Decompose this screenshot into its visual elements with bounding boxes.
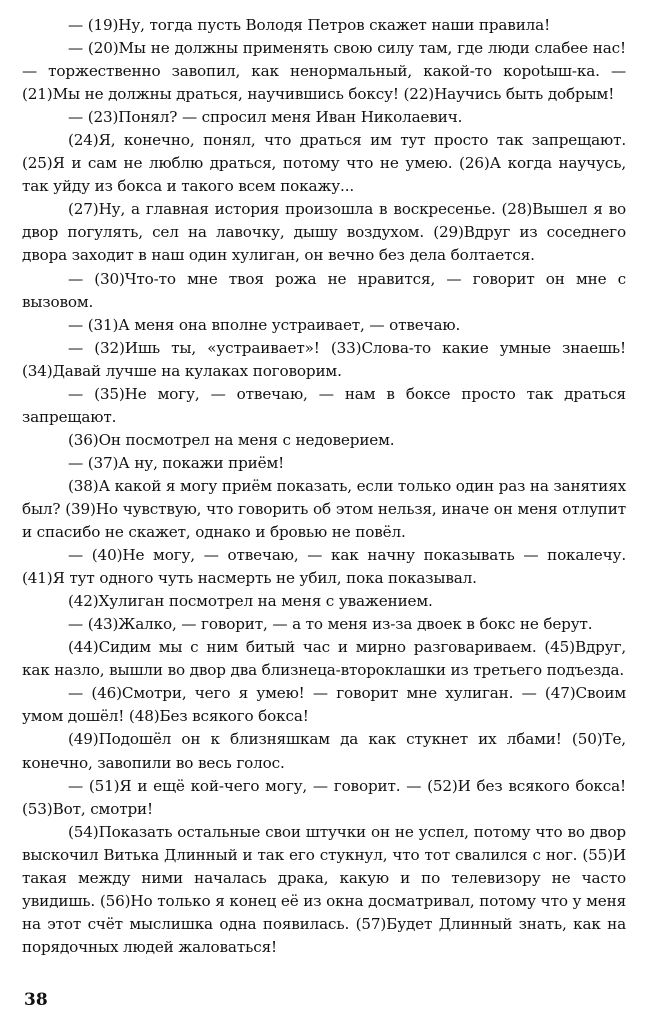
paragraph-18: (49)Подошёл он к близняшкам да как стукнет их лбами! (50)Те, конечно, завопили во весь голос.	[22, 730, 626, 772]
paragraph-11: — (37)А ну, покажи приём!	[68, 453, 285, 472]
paragraph-1: — (19)Ну, тогда пусть Володя Петров скажет наши правила!	[68, 16, 551, 34]
paragraph-13: — (40)Не могу, — отвечаю, — как начну показывать — покалечу. (41)Я тут одного чуть насмерть не убил, пока показывал.	[22, 546, 626, 588]
paragraph-9: — (35)Не могу, — отвечаю, — нам в боксе просто так драться запрещают.	[22, 384, 626, 426]
paragraph-2: — (20)Мы не должны применять свою силу там, где люди слабее нас! — торжественно завопил, как ненормальный, какой-то корotыш-ка. — (21)Мы не должны драться, научившись боксу! (22)Научись быть добрым!	[22, 39, 626, 104]
paragraph-15: — (43)Жалко, — говорит, — а то меня из-за двоек в бокс не берут.	[68, 615, 593, 634]
paragraph-14: (42)Хулиган посмотрел на меня с уважением.	[68, 592, 433, 611]
paragraph-17: — (46)Смотри, чего я умею! — говорит мне хулиган. — (47)Своим умом дошёл! (48)Без всякого бокса!	[22, 684, 626, 726]
paragraph-3: — (23)Понял? — спросил меня Иван Николаевич.	[68, 108, 463, 127]
paragraph-12: (38)А какой я могу приём показать, если только один раз на занятиях был? (39)Но чувствую, что говорить об этом нельзя, иначе он меня отлупит и спасибо не скажет, однако и бровью не повёл.	[22, 476, 626, 542]
paragraph-20: (54)Показать остальные свои штучки он не успел, потому что во двор выскочил Витька Длинный и так его стукнул, что тот свалился с ног. (55)И такая между ними началась драка, какую и по телевизору не часто увидишь. (56)Но только я конец её из окна досматривал, потому что у меня на этот счёт мыслишка одна появилась. (57)Будет Длинный знать, как на порядочных людей жаловаться!	[22, 822, 626, 956]
paragraph-5: (27)Ну, а главная история произошла в воскресенье. (28)Вышел я во двор погулять, сел на лавочку, дышу воздухом. (29)Вдруг из соседнего двора заходит в наш один хулиган, он вечно без дела болтается.	[22, 200, 626, 265]
paragraph-4: (24)Я, конечно, понял, что драться им тут просто так запрещают. (25)Я и сам не люблю драться, потому что не умею. (26)А когда научусь, так уйду из бокса и такого всем покажу...	[22, 131, 626, 196]
paragraph-10: (36)Он посмотрел на меня с недоверием.	[68, 430, 395, 449]
story-text	[22, 14, 626, 959]
page-number: 38	[24, 990, 48, 1010]
paragraph-7: — (31)А меня она вполне устраивает, — отвечаю.	[68, 315, 461, 334]
paragraph-19: — (51)Я и ещё кой-чего могу, — говорит. — (52)И без всякого бокса! (53)Вот, смотри!	[22, 776, 626, 818]
paragraph-16: (44)Сидим мы с ним битый час и мирно разговариваем. (45)Вдруг, как назло, вышли во двор два близнеца-второклашки из третьего подъезда.	[22, 638, 626, 680]
paragraph-8: — (32)Ишь ты, «устраивает»! (33)Слова-то какие умные знаешь! (34)Давай лучше на кулаках поговорим.	[22, 338, 626, 380]
paragraph-6: — (30)Что-то мне твоя рожа не нравится, — говорит он мне с вызовом.	[22, 269, 626, 311]
